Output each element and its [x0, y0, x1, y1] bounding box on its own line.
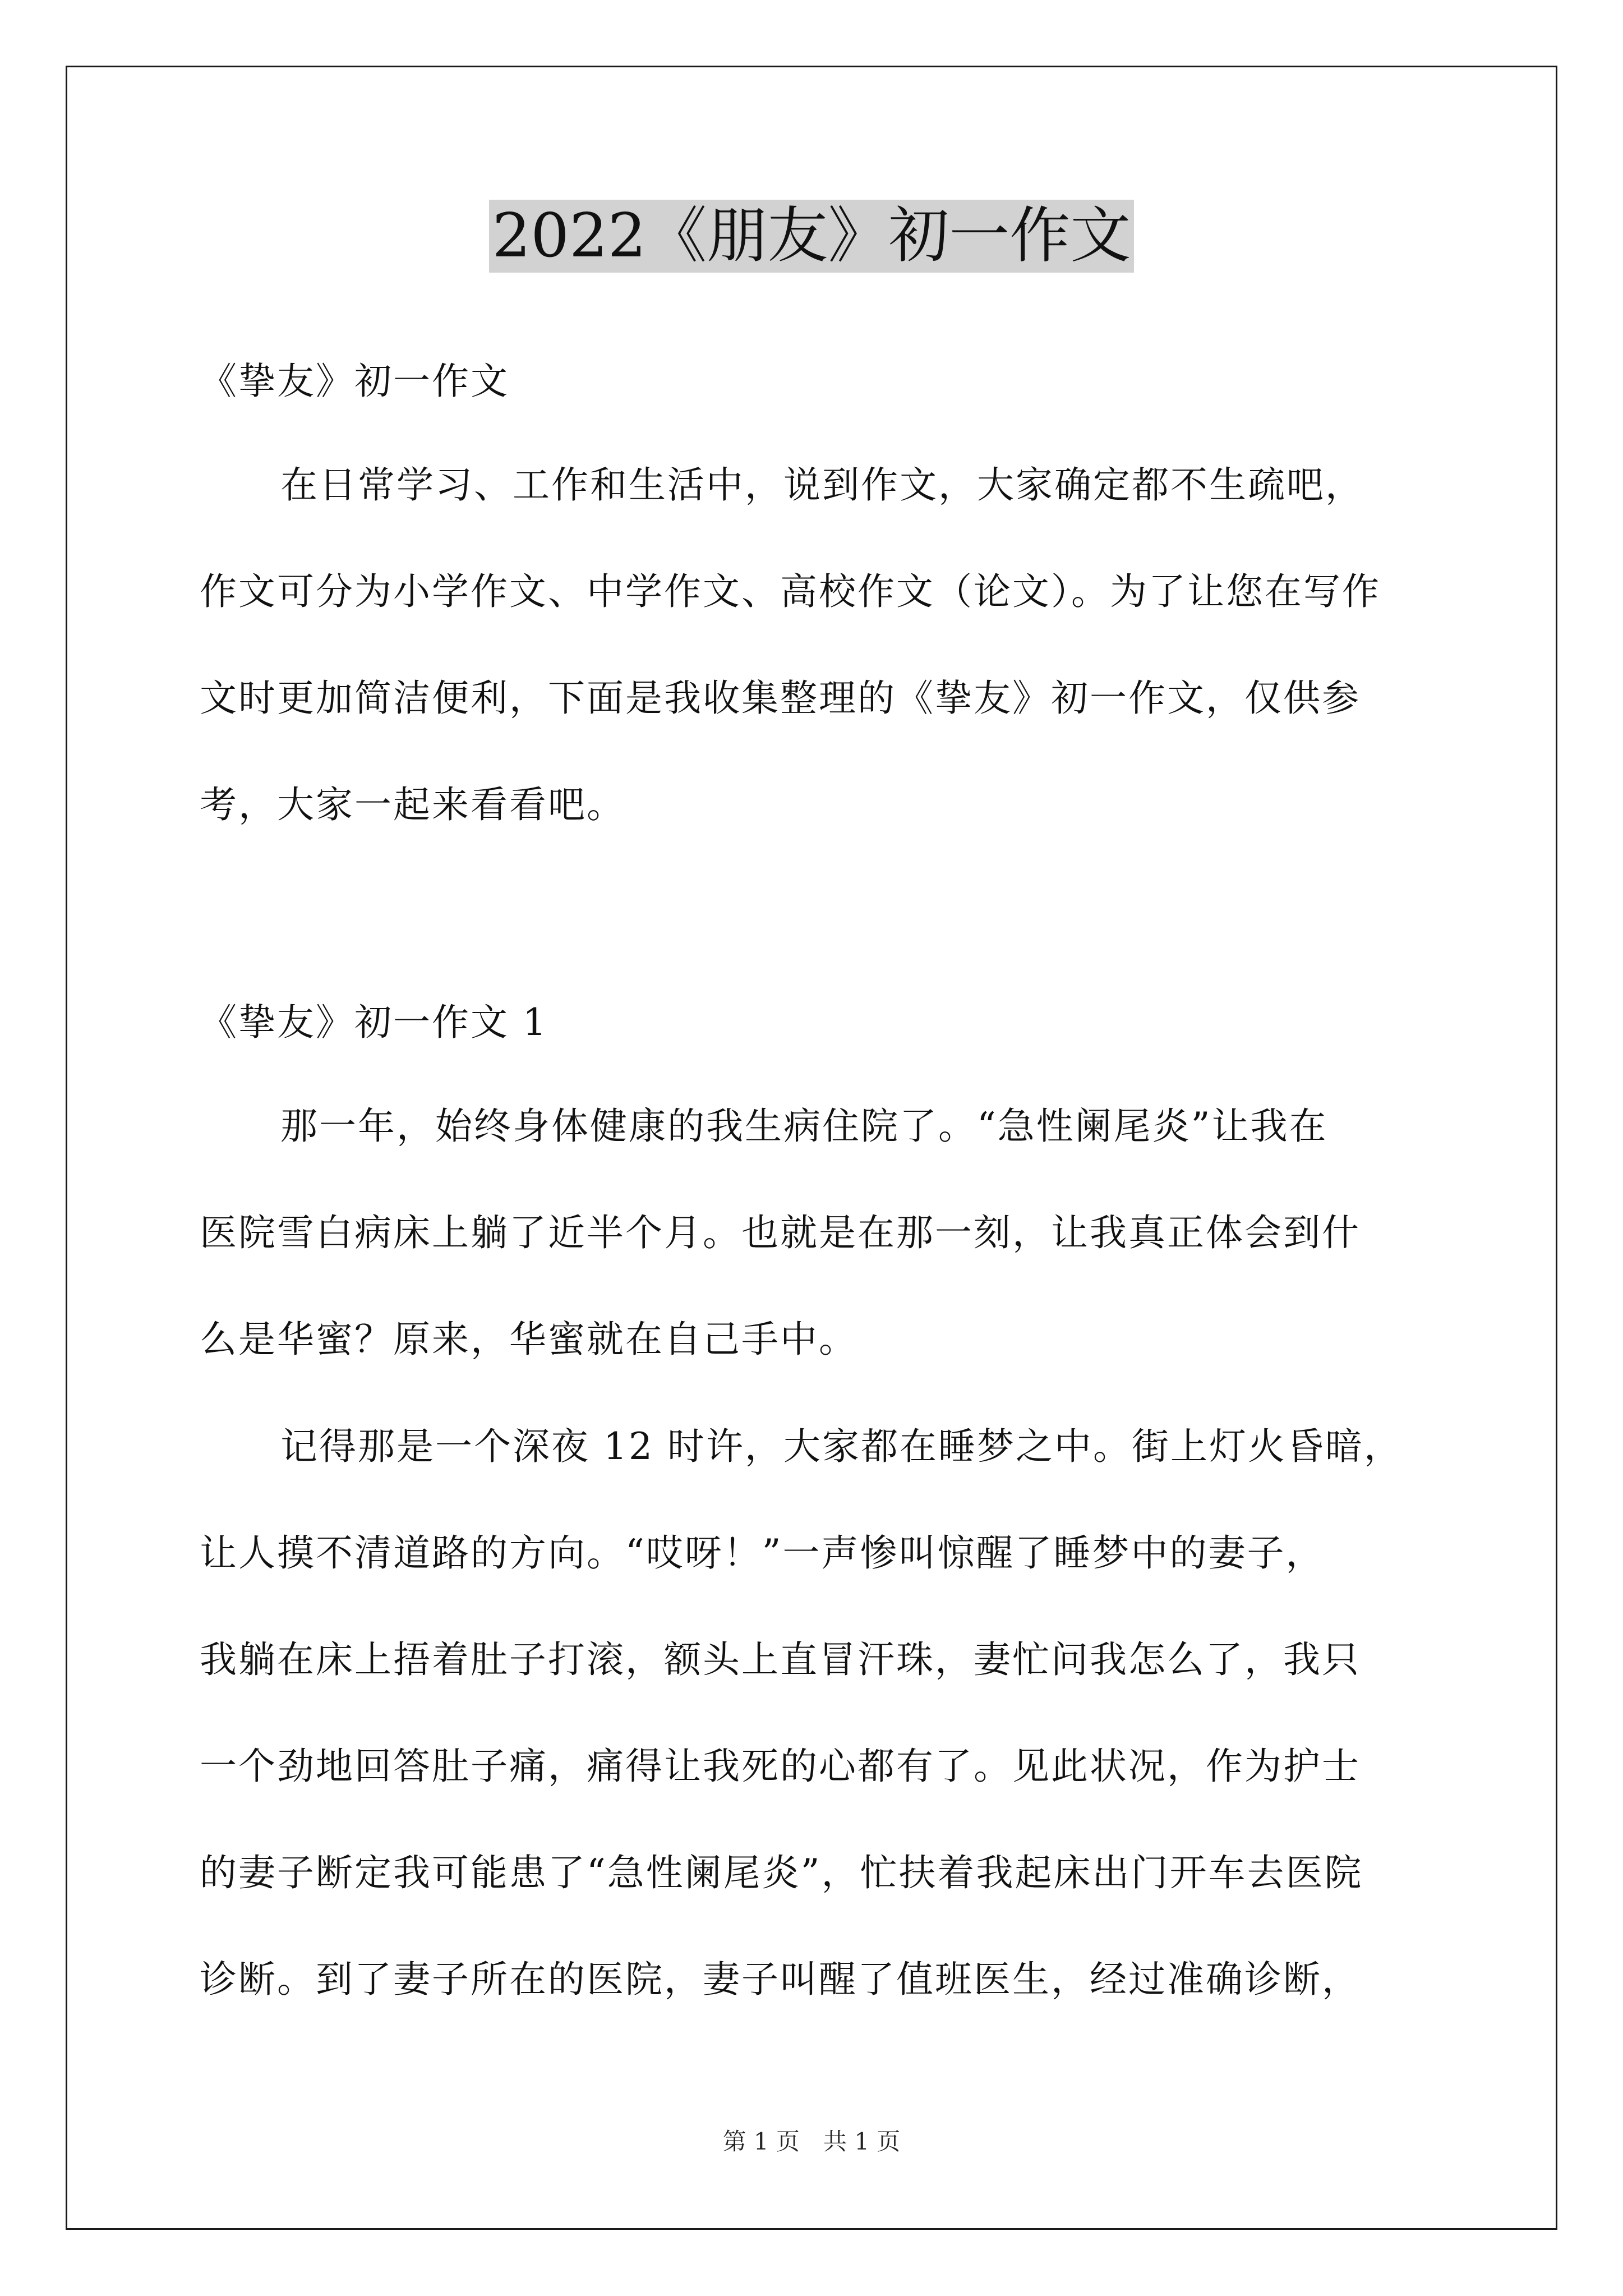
intro-line-3: 文时更加简洁便利，下面是我收集整理的《挚友》初一作文，仅供参: [200, 677, 1361, 720]
page-footer: 第 1 页 共 1 页: [722, 2128, 901, 2155]
section-heading-1: 《挚友》初一作文 1: [200, 1001, 548, 1044]
para1-line-1: 那一年，始终身体健康的我生病住院了。“急性阑尾炎”让我在: [280, 1105, 1328, 1148]
intro-paragraph: [200, 432, 1439, 858]
document-title-text: 2022《朋友》初一作文: [489, 200, 1135, 273]
paragraph-2: [200, 1393, 1439, 2033]
intro-line-1: 在日常学习、工作和生活中，说到作文，大家确定都不生疏吧，: [280, 463, 1364, 507]
intro-line-4: 考，大家一起来看看吧。: [200, 783, 625, 826]
para2-line-1: 记得那是一个深夜 12 时许，大家都在睡梦之中。街上灯火昏暗，: [280, 1425, 1403, 1468]
para2-line-6: 诊断。到了妻子所在的医院，妻子叫醒了值班医生，经过准确诊断，: [200, 1958, 1361, 2001]
para2-line-4: 一个劲地回答肚子痛，痛得让我死的心都有了。见此状况，作为护士: [200, 1745, 1361, 1788]
document-title: [0, 200, 1623, 273]
para1-line-3: 么是华蜜？原来，华蜜就在自己手中。: [200, 1318, 857, 1361]
paragraph-1: [200, 1073, 1439, 1393]
para2-line-2: 让人摸不清道路的方向。“哎呀！”一声惨叫惊醒了睡梦中的妻子，: [200, 1531, 1325, 1575]
intro-line-2: 作文可分为小学作文、中学作文、高校作文（论文）。为了让您在写作: [200, 570, 1381, 613]
para2-line-5: 的妻子断定我可能患了“急性阑尾炎”，忙扶着我起床出门开车去医院: [200, 1851, 1363, 1894]
para1-line-2: 医院雪白病床上躺了近半个月。也就是在那一刻，让我真正体会到什: [200, 1211, 1361, 1254]
section-heading-intro: 《挚友》初一作文: [200, 360, 509, 403]
para2-line-3: 我躺在床上捂着肚子打滚，额头上直冒汗珠，妻忙问我怎么了，我只: [200, 1638, 1361, 1681]
